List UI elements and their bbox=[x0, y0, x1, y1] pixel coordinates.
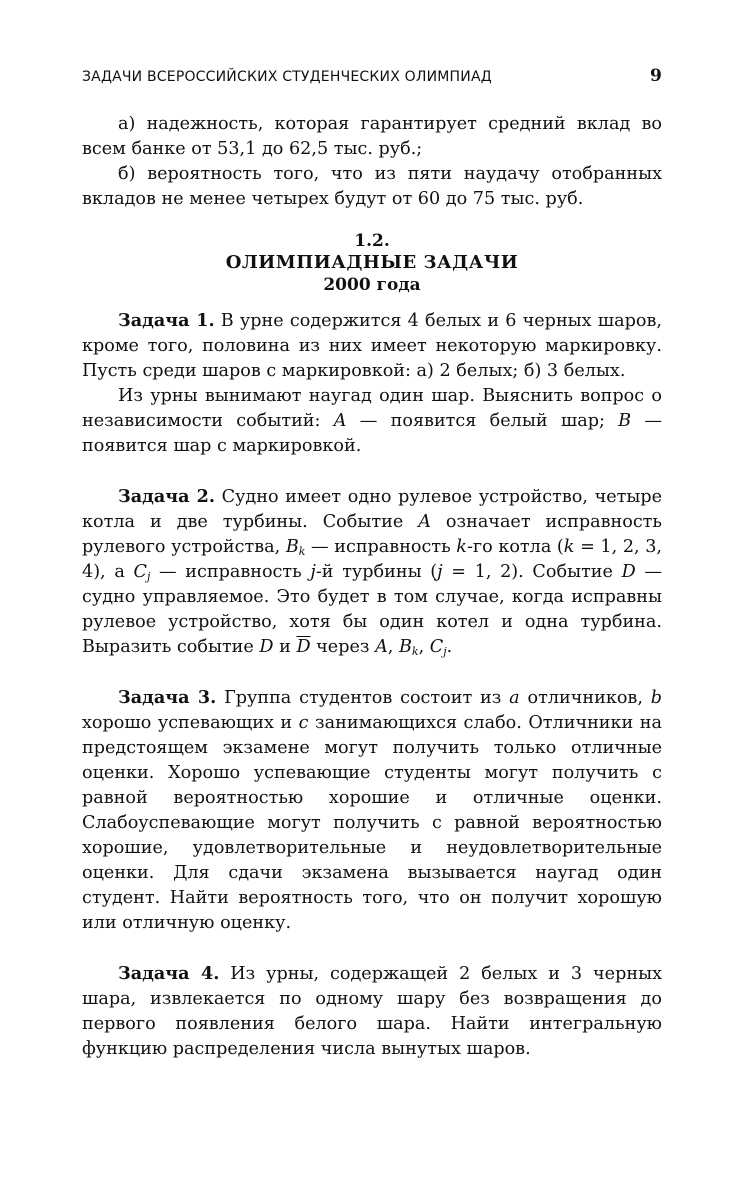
running-header bbox=[82, 66, 662, 86]
running-title: ЗАДАЧИ ВСЕРОССИЙСКИХ СТУДЕНЧЕСКИХ ОЛИМПИАД bbox=[82, 69, 492, 85]
section-title: ОЛИМПИАДНЫЕ ЗАДАЧИ bbox=[225, 252, 519, 273]
page-body bbox=[82, 112, 662, 1062]
task-3-label: Задача 3. bbox=[118, 687, 217, 708]
task-1-paragraph-2: Из урны вынимают наугад один шар. Выяснить вопрос о независимости событий: A — появится белый шар; B — появится шар с маркировкой. bbox=[82, 386, 662, 456]
task-4-paragraph: Задача 4. Из урны, содержащей 2 белых и 3 черных шара, извлекается по одному шару без возвращения до первого появления белого шара. Найти интегральную функцию распределения числа вынутых шаров. bbox=[82, 963, 662, 1059]
task-1-paragraph-1: Задача 1. В урне содержится 4 белых и 6 черных шаров, кроме того, половина из них имеет некоторую маркировку. Пусть среди шаров с маркировкой: а) 2 белых; б) 3 белых. bbox=[82, 310, 662, 381]
page bbox=[82, 66, 662, 1062]
task-1-label: Задача 1. bbox=[118, 310, 215, 331]
section-year: 2000 года bbox=[323, 275, 421, 295]
page-number: 9 bbox=[649, 66, 662, 86]
intro-item-b: б) вероятность того, что из пяти наудачу отобранных вкладов не менее четырех будут от 60 до 75 тыс. руб. bbox=[82, 164, 662, 209]
task-2-label: Задача 2. bbox=[118, 486, 215, 507]
d-complement-symbol: $\overline{D}$ bbox=[296, 637, 311, 657]
task-2-paragraph: Задача 2. Судно имеет одно рулевое устройство, четыре котла и две турбины. Событие A означает исправность рулевого устройства, $B_k$ — исправность k-го котла (k = 1, 2, 3, 4), а $C_j$ — исправность j-й турбины (j = 1, 2). Событие D — судно управляемое. Это будет в том случае, когда исправны рулевое устройство, хотя бы один котел и одна турбина. Выразить событие D и $\overline{D}$ через A, $B_k$, $C_j$. bbox=[82, 486, 663, 658]
section-heading bbox=[82, 230, 662, 296]
task-4-label: Задача 4. bbox=[118, 963, 220, 984]
section-number: 1.2. bbox=[354, 231, 390, 251]
intro-item-a: а) надежность, которая гарантирует средний вклад во всем банке от 53,1 до 62,5 тыс. руб.; bbox=[82, 114, 662, 159]
task-3-paragraph: Задача 3. Группа студентов состоит из a отличников, b хорошо успевающих и c занимающихся слабо. Отличники на предстоящем экзамене могут получить только отличные оценки. Хорошо успевающие студенты могут получить с равной вероятностью хорошие и отличные оценки. Слабоуспевающие могут получить с равной вероятностью хорошие, удовлетворительные и неудовлетворительные оценки. Для сдачи экзамена вызывается наугад один студент. Найти вероятность того, что он получит хорошую или отличную оценку. bbox=[82, 687, 663, 933]
